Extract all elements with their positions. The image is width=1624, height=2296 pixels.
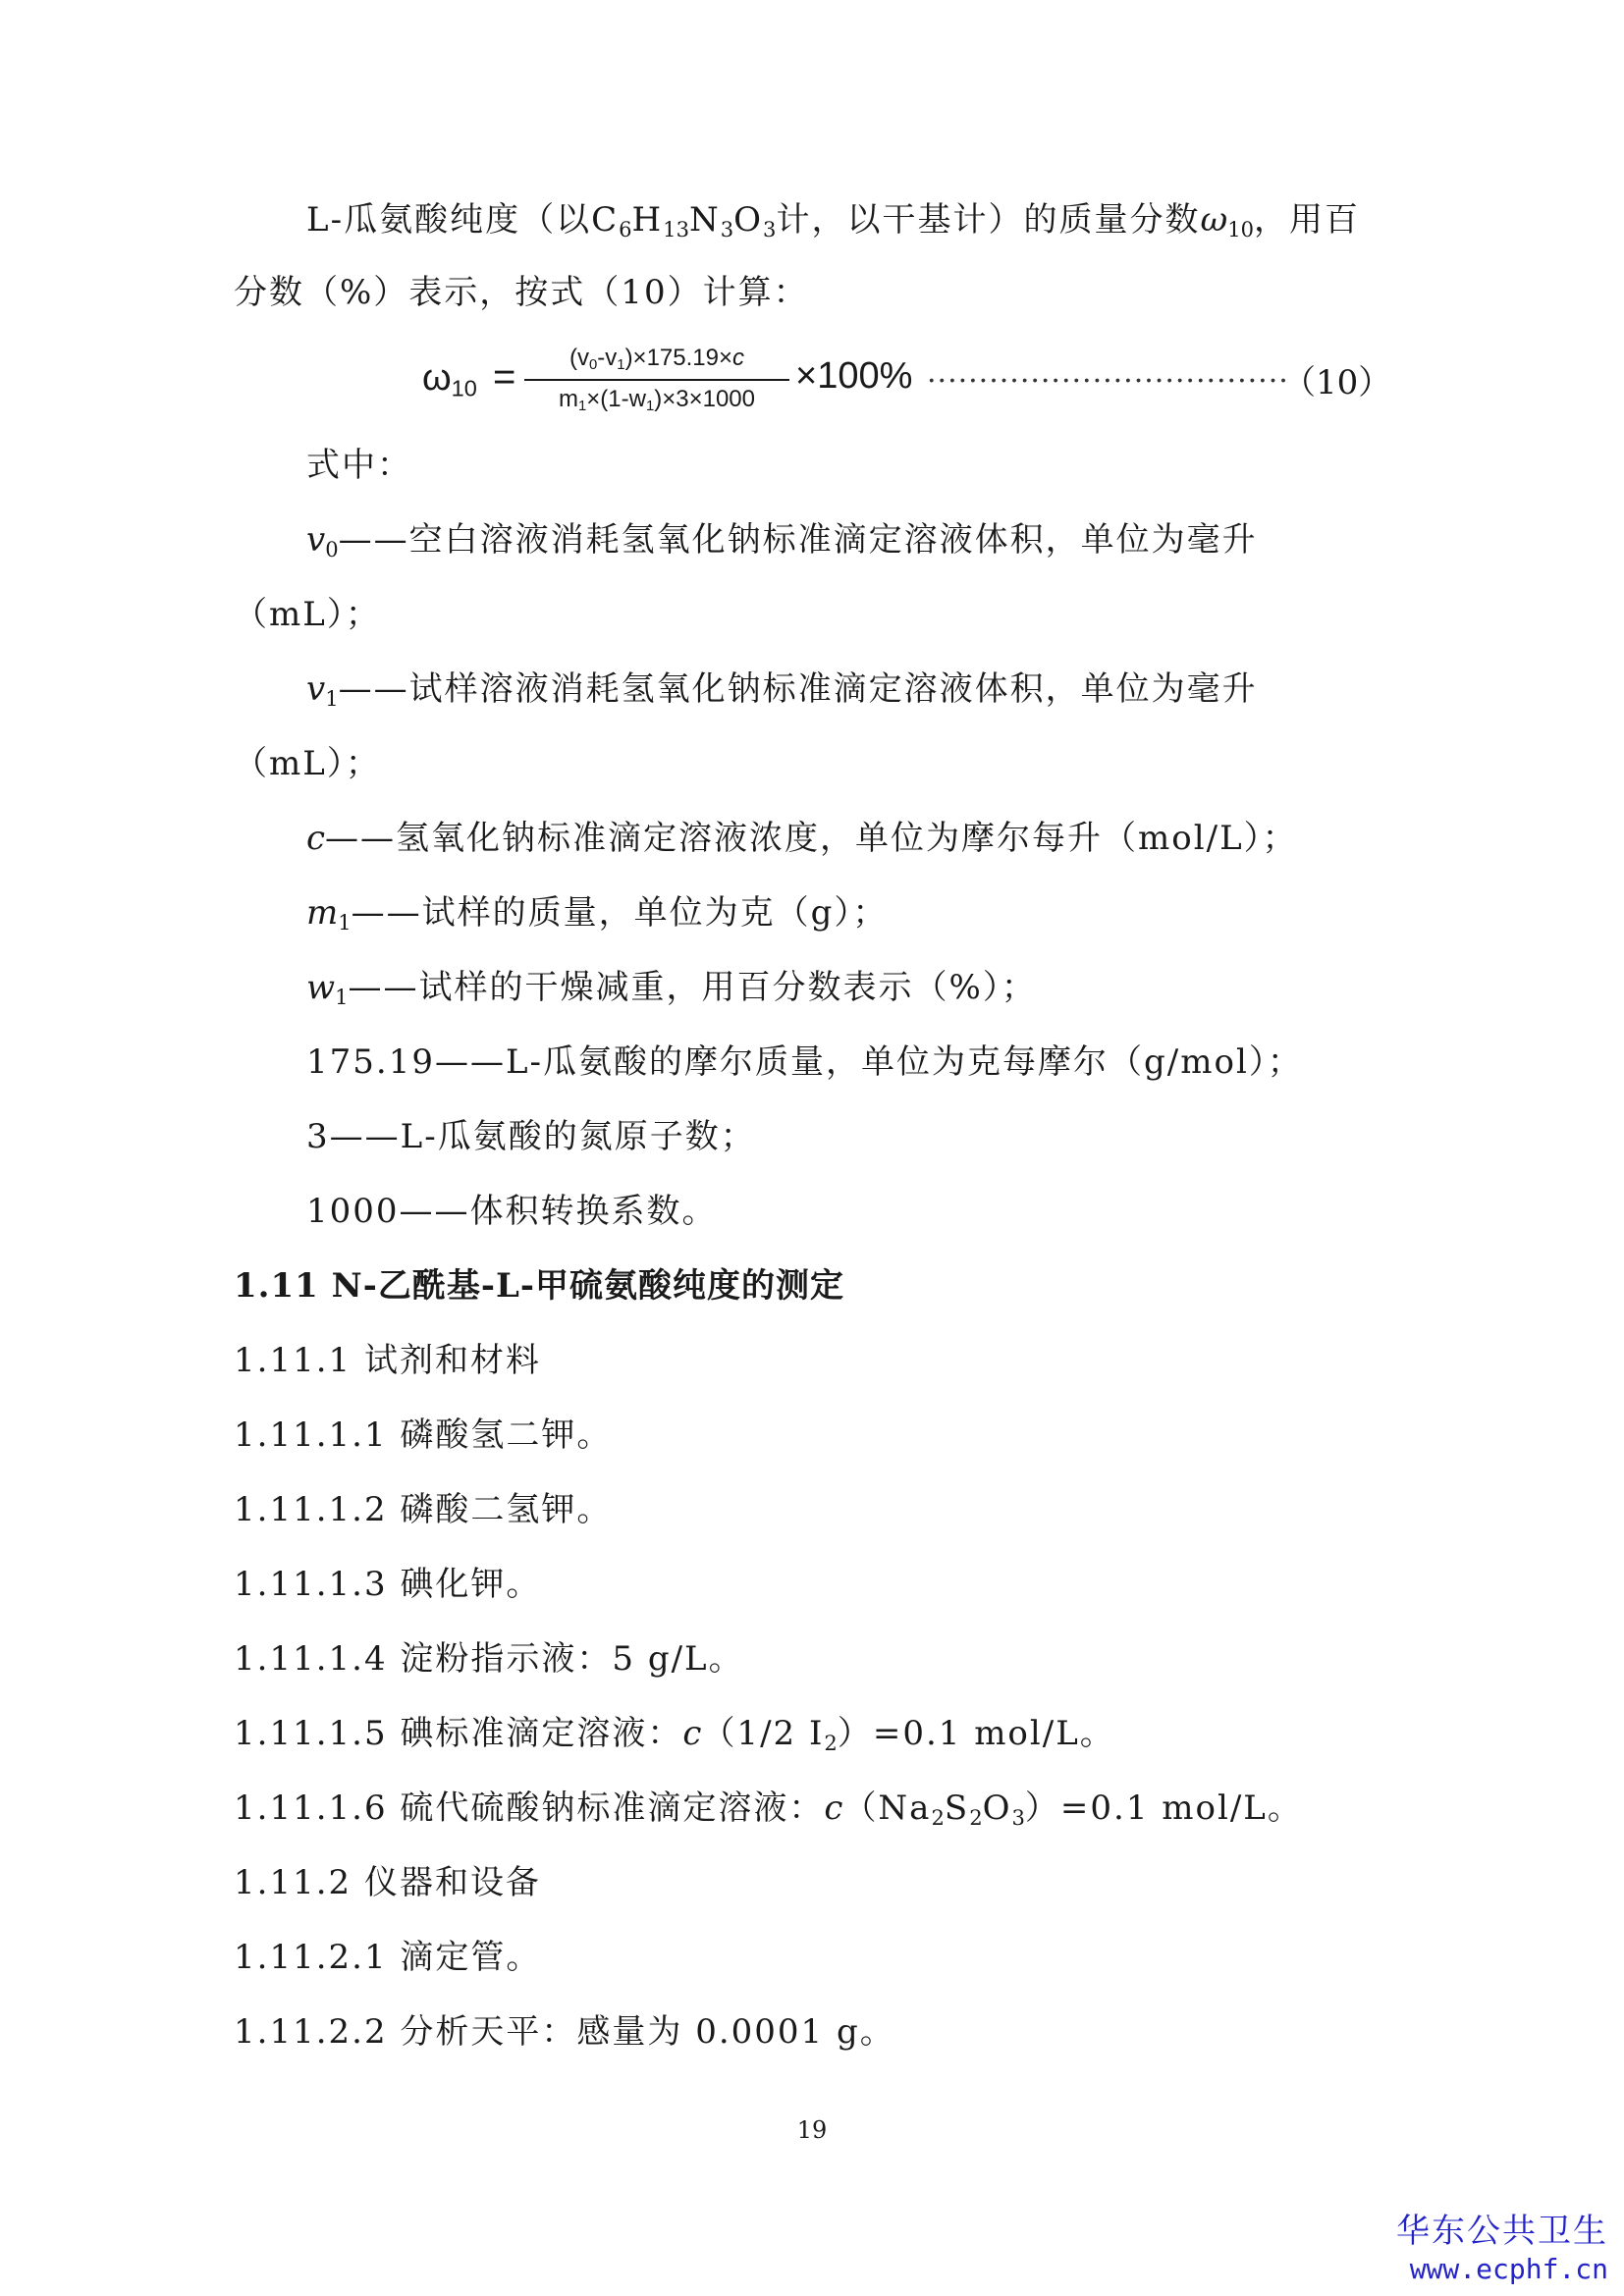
item-text: S (944, 1789, 970, 1828)
intro-line-1 (306, 198, 1360, 241)
reagent-item: 1.11.1.3 碘化钾。 (234, 1565, 542, 1604)
intro-text: H (631, 200, 664, 240)
variable-symbol: c (306, 819, 326, 858)
formula-text: )×3×1000 (654, 386, 755, 412)
page-number: 19 (796, 2116, 828, 2144)
intro-text: ，用百 (1254, 200, 1361, 240)
formula-leader-dots: ................................... (927, 355, 1289, 390)
def-text: ——试样溶液消耗氢氧化钠标准滴定溶液体积，单位为毫升 (338, 669, 1258, 709)
item-text: （Na (842, 1789, 932, 1828)
formula-denominator (524, 385, 789, 414)
item-text: （1/2 I (701, 1714, 825, 1753)
formula-text: m (558, 386, 578, 412)
formula-omega (422, 357, 477, 400)
item-text: 1.11.1.5 碘标准滴定溶液： (234, 1714, 683, 1753)
def-v1-cont: （mL）； (234, 744, 381, 783)
subscript: 2 (931, 1804, 945, 1830)
variable-symbol: w (306, 968, 336, 1007)
formula-10 (422, 344, 1404, 432)
def-m1 (306, 891, 888, 934)
formula-equals: = (493, 355, 516, 399)
subscript: 0 (325, 536, 339, 561)
reagent-item (234, 1787, 1303, 1830)
def-text: ——试样的干燥减重，用百分数表示（%）； (348, 968, 1037, 1007)
def-text: ——空白溶液消耗氢氧化钠标准滴定溶液体积，单位为毫升 (338, 520, 1258, 560)
def-text: ——试样的质量，单位为克（g）； (351, 893, 889, 933)
subsection-reagents: 1.11.1 试剂和材料 (234, 1341, 541, 1380)
def-v0-cont: （mL）； (234, 595, 381, 634)
subsection-instruments: 1.11.2 仪器和设备 (234, 1863, 541, 1902)
item-text: ）=0.1 mol/L。 (837, 1714, 1115, 1753)
formula-multiplier: ×100% (795, 355, 913, 397)
subscript: 10 (451, 375, 477, 401)
subscript: 2 (824, 1730, 838, 1755)
formula-text: (v (569, 345, 589, 371)
subscript: 1 (617, 357, 625, 374)
intro-text: L-瓜氨酸纯度（以C (306, 200, 620, 240)
intro-text: O (733, 200, 764, 240)
subscript: 1 (325, 685, 339, 711)
fraction-bar (524, 379, 789, 381)
watermark (1396, 2210, 1608, 2286)
formula-text: )×175.19× (624, 345, 732, 371)
intro-text: N (689, 200, 721, 240)
omega-symbol: ω (422, 357, 452, 399)
instrument-item: 1.11.2.1 滴定管。 (234, 1938, 542, 1977)
subscript: 1 (577, 399, 587, 415)
reagent-item (234, 1712, 1115, 1755)
item-text: ）=0.1 mol/L。 (1024, 1789, 1303, 1828)
subscript: 3 (1011, 1804, 1025, 1830)
variable-symbol: m (306, 893, 339, 933)
def-c (306, 817, 1298, 860)
reagent-item: 1.11.1.4 淀粉指示液：5 g/L。 (234, 1639, 744, 1679)
intro-line-2: 分数（%）表示，按式（10）计算： (234, 273, 809, 312)
section-heading: 1.11 N-乙酰基-L-甲硫氨酸纯度的测定 (234, 1266, 844, 1306)
intro-text: 计，以干基计）的质量分数 (776, 200, 1201, 240)
def-volume-factor: 1000——体积转换系数。 (306, 1192, 718, 1231)
where-label: 式中： (306, 446, 412, 485)
formula-variable: c (732, 345, 744, 371)
formula-text: -v (597, 345, 618, 371)
subscript: 1 (645, 399, 655, 415)
def-molar-mass: 175.19——L-瓜氨酸的摩尔质量，单位为克每摩尔（g/mol）； (306, 1042, 1303, 1082)
subscript: 13 (663, 216, 689, 241)
variable-symbol: c (682, 1714, 702, 1753)
omega-symbol: ω (1200, 200, 1228, 240)
instrument-item: 1.11.2.2 分析天平：感量为 0.0001 g。 (234, 2012, 895, 2052)
watermark-url: www.ecphf.cn (1409, 2253, 1608, 2285)
def-text: ——氢氧化钠标准滴定溶液浓度，单位为摩尔每升（mol/L）； (325, 819, 1298, 858)
formula-numerator (524, 344, 789, 373)
subscript: 0 (589, 357, 598, 374)
def-v0 (306, 518, 1258, 561)
def-v1 (306, 667, 1258, 711)
subscript: 3 (763, 216, 777, 241)
reagent-item: 1.11.1.2 磷酸二氢钾。 (234, 1490, 613, 1529)
variable-symbol: v (306, 669, 326, 709)
def-w1 (306, 966, 1037, 1009)
formula-text: ×(1-w (586, 386, 646, 412)
variable-symbol: c (824, 1789, 843, 1828)
variable-symbol: v (306, 520, 326, 560)
item-text: O (982, 1789, 1012, 1828)
subscript: 1 (335, 984, 349, 1009)
subscript: 10 (1227, 216, 1255, 241)
item-text: 1.11.1.6 硫代硫酸钠标准滴定溶液： (234, 1789, 825, 1828)
subscript: 2 (969, 1804, 983, 1830)
def-nitrogen-count: 3——L-瓜氨酸的氮原子数； (306, 1117, 756, 1156)
subscript: 1 (338, 909, 352, 934)
formula-number: （10） (1282, 363, 1392, 402)
watermark-name: 华东公共卫生 (1396, 2212, 1608, 2251)
reagent-item: 1.11.1.1 磷酸氢二钾。 (234, 1415, 613, 1455)
subscript: 3 (720, 216, 734, 241)
subscript: 6 (619, 216, 632, 241)
